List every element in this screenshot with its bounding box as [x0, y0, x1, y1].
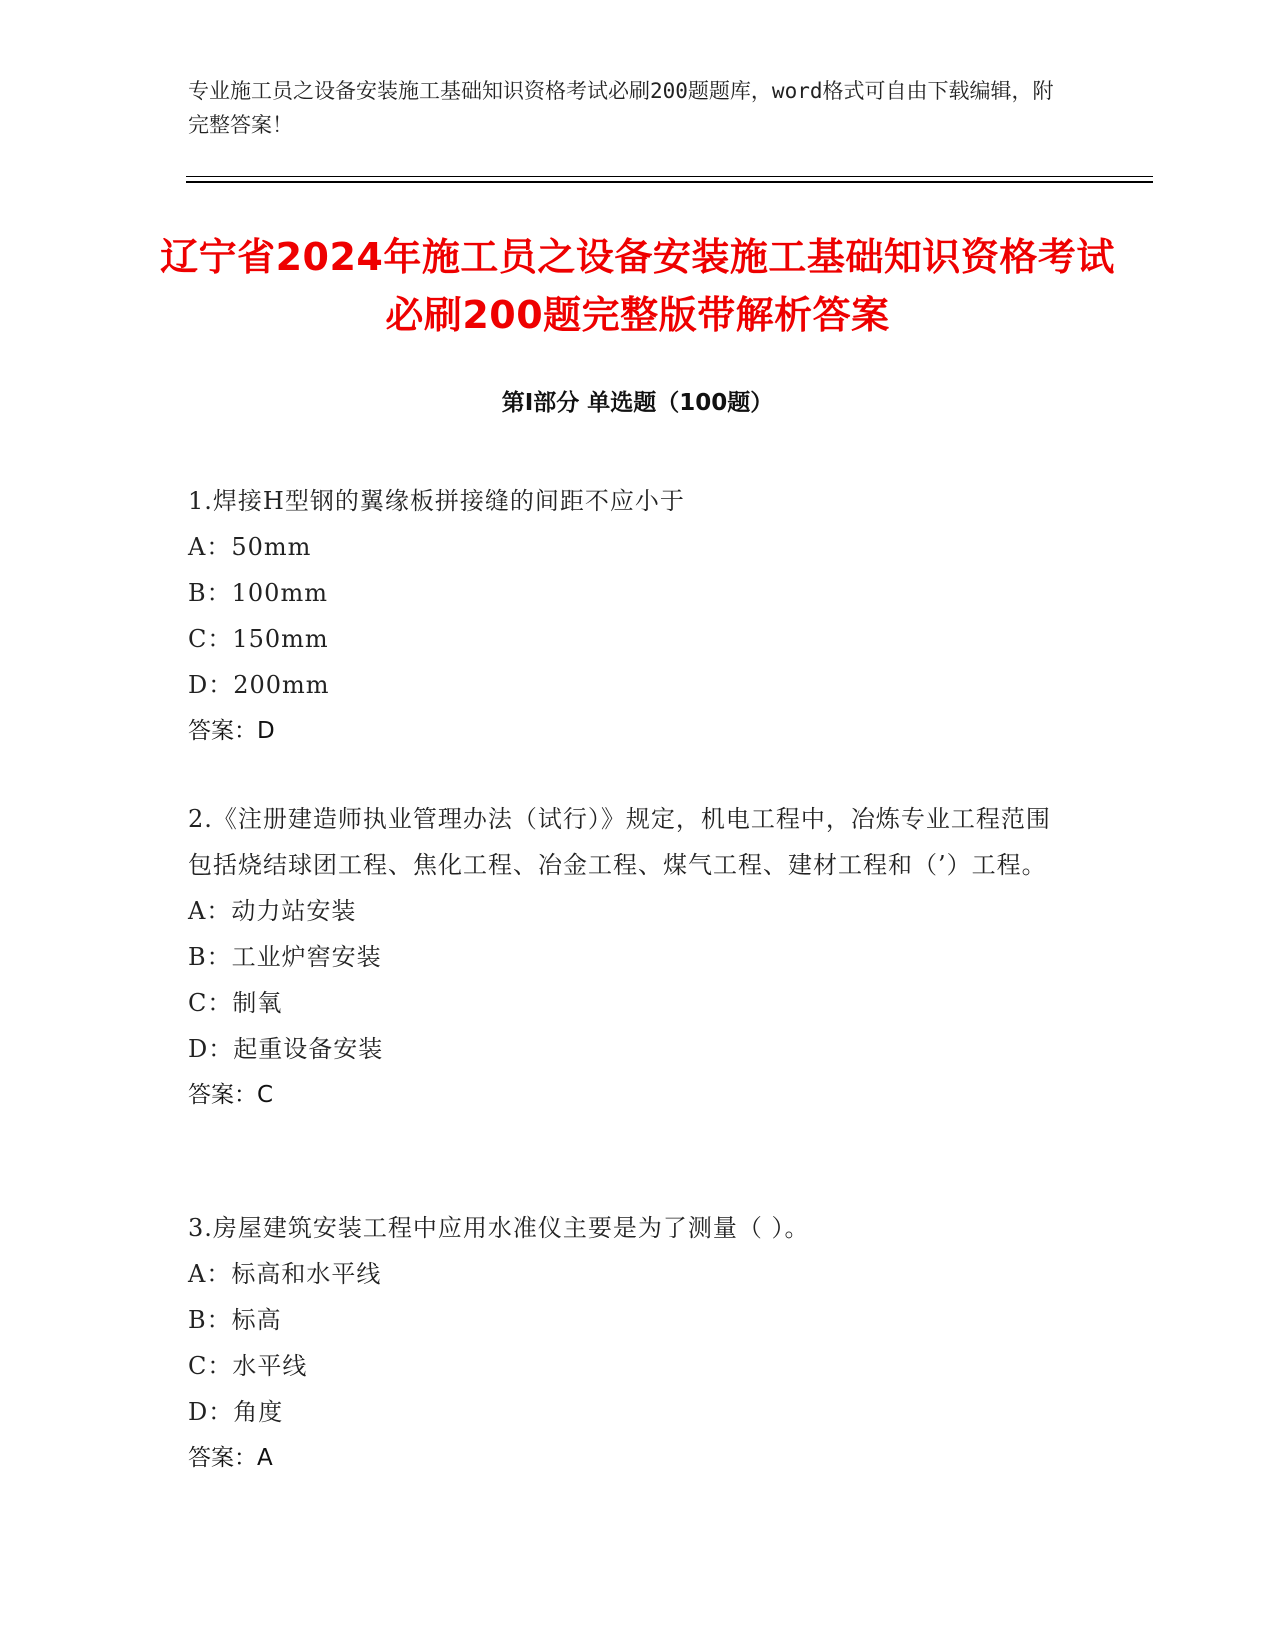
question-stem: 2.《注册建造师执业管理办法（试行）》规定，机电工程中，冶炼专业工程范围包括烧结球团工程、焦化工程、冶金工程、煤气工程、建材工程和（’）工程。	[188, 805, 1051, 879]
option-c: C：水平线	[188, 1352, 308, 1380]
option-b: B：100mm	[188, 579, 328, 607]
option-d: D：起重设备安装	[188, 1035, 384, 1063]
document-title: 辽宁省2024年施工员之设备安装施工基础知识资格考试必刷200题完整版带解析答案	[160, 235, 1115, 337]
option-d: D：角度	[188, 1398, 284, 1426]
answer: 答案：D	[188, 718, 275, 744]
option-b: B：工业炉窖安装	[188, 943, 382, 971]
option-c: C：150mm	[188, 625, 329, 653]
option-a: A：动力站安装	[188, 897, 357, 925]
option-a: A：50mm	[188, 533, 312, 561]
option-b: B：标高	[188, 1306, 282, 1334]
option-c: C：制氧	[188, 989, 283, 1017]
section-heading: 第Ⅰ部分 单选题（100题）	[501, 390, 774, 416]
question-stem: 3.房屋建筑安装工程中应用水准仪主要是为了测量（ ）。	[188, 1214, 810, 1242]
header-note: 专业施工员之设备安装施工基础知识资格考试必刷200题题库，word格式可自由下载编辑，附完整答案！	[188, 79, 1054, 137]
option-d: D：200mm	[188, 671, 330, 699]
answer: 答案：A	[188, 1445, 273, 1471]
question-1	[188, 478, 1068, 754]
answer: 答案：C	[188, 1082, 274, 1108]
question-2	[188, 796, 1068, 1118]
header-divider-thick	[186, 181, 1153, 183]
question-stem: 1.焊接H型钢的翼缘板拼接缝的间距不应小于	[188, 487, 685, 515]
question-3	[188, 1205, 1068, 1481]
header-divider-thin	[186, 176, 1153, 177]
option-a: A：标高和水平线	[188, 1260, 382, 1288]
